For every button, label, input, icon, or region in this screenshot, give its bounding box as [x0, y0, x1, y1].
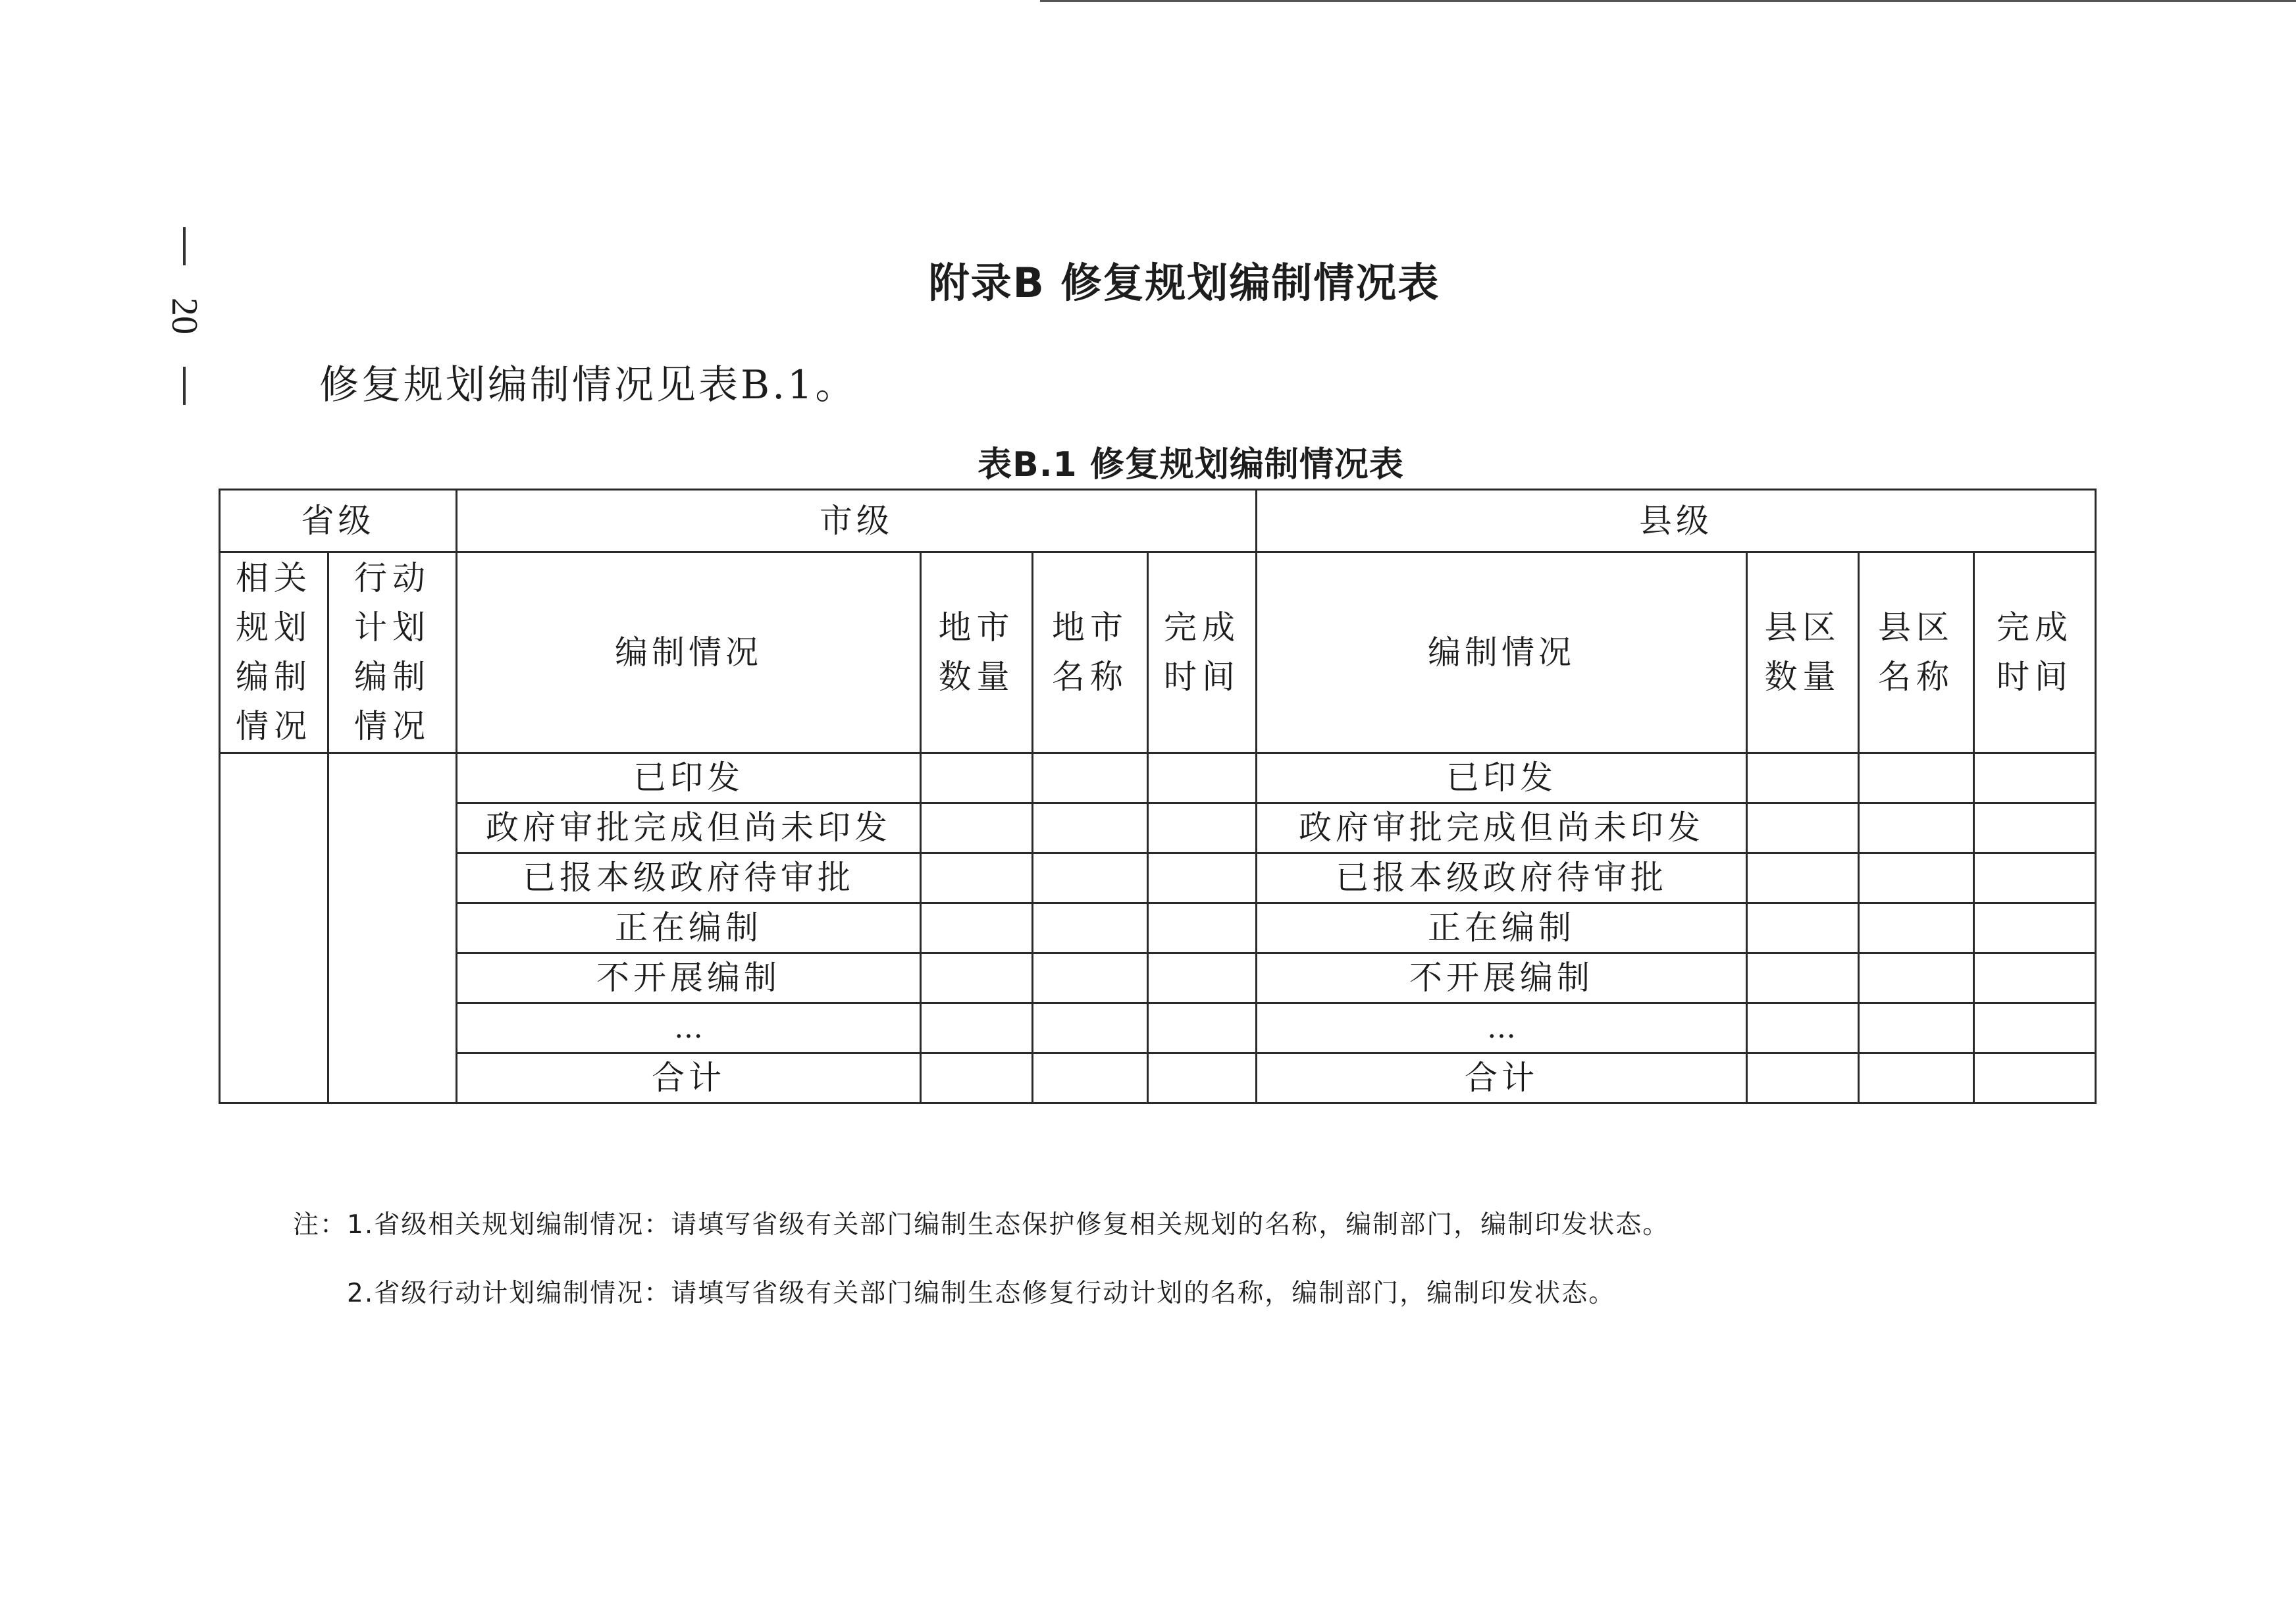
- county-name-cell[interactable]: [1859, 1003, 1974, 1053]
- group-header-province: 省级: [220, 490, 457, 552]
- county-status-cell: 正在编制: [1257, 903, 1747, 953]
- col-county-count: 县区 数量: [1747, 552, 1859, 753]
- city-status-cell: 不开展编制: [457, 953, 921, 1003]
- city-status-cell: 已报本级政府待审批: [457, 853, 921, 903]
- county-name-cell[interactable]: [1859, 753, 1974, 803]
- table-row: [220, 903, 2096, 953]
- note-2: 2.省级行动计划编制情况：请填写省级有关部门编制生态修复行动计划的名称，编制部门，编制印发状态。: [347, 1279, 1616, 1308]
- county-status-cell: 不开展编制: [1257, 953, 1747, 1003]
- col-city-count: 地市 数量: [921, 552, 1033, 753]
- city-count-cell[interactable]: [921, 953, 1033, 1003]
- city-status-cell: 已印发: [457, 753, 921, 803]
- county-name-cell[interactable]: [1859, 803, 1974, 853]
- city-name-cell[interactable]: [1033, 753, 1148, 803]
- table-row: [220, 803, 2096, 853]
- group-header-city: 市级: [457, 490, 1257, 552]
- county-name-cell[interactable]: [1859, 903, 1974, 953]
- note-1: 注：1.省级相关规划编制情况：请填写省级有关部门编制生态保护修复相关规划的名称，编制部门，编制印发状态。: [293, 1210, 1670, 1240]
- table-row: [220, 753, 2096, 803]
- city-count-cell[interactable]: [921, 1053, 1033, 1103]
- county-count-cell[interactable]: [1747, 803, 1859, 853]
- county-name-cell[interactable]: [1859, 1053, 1974, 1103]
- city-status-cell: 正在编制: [457, 903, 921, 953]
- table-row: [220, 853, 2096, 903]
- county-time-cell[interactable]: [1974, 1003, 2096, 1053]
- city-status-cell: …: [457, 1003, 921, 1053]
- city-status-cell: 政府审批完成但尚未印发: [457, 803, 921, 853]
- table-row: [220, 1003, 2096, 1053]
- col-county-name: 县区 名称: [1859, 552, 1974, 753]
- county-status-cell: 已印发: [1257, 753, 1747, 803]
- county-time-cell[interactable]: [1974, 803, 2096, 853]
- city-name-cell[interactable]: [1033, 903, 1148, 953]
- group-header-county: 县级: [1257, 490, 2096, 552]
- city-time-cell[interactable]: [1148, 803, 1257, 853]
- col-province-action-plan: 行动 计划 编制 情况: [328, 552, 457, 753]
- city-time-cell[interactable]: [1148, 753, 1257, 803]
- city-total-cell: 合计: [457, 1053, 921, 1103]
- intro-paragraph: 修复规划编制情况见表B.1。: [319, 362, 858, 408]
- city-time-cell[interactable]: [1148, 903, 1257, 953]
- city-count-cell[interactable]: [921, 753, 1033, 803]
- province-related-plan-cell[interactable]: [220, 753, 328, 1103]
- county-count-cell[interactable]: [1747, 853, 1859, 903]
- page-number-dash-bottom: [183, 367, 186, 405]
- plan-status-table: [219, 489, 2097, 1104]
- county-count-cell[interactable]: [1747, 903, 1859, 953]
- county-time-cell[interactable]: [1974, 753, 2096, 803]
- county-status-cell: 政府审批完成但尚未印发: [1257, 803, 1747, 853]
- county-status-cell: 已报本级政府待审批: [1257, 853, 1747, 903]
- city-name-cell[interactable]: [1033, 1053, 1148, 1103]
- column-header-row: [220, 552, 2096, 753]
- county-time-cell[interactable]: [1974, 1053, 2096, 1103]
- county-status-cell: …: [1257, 1003, 1747, 1053]
- col-province-related-plan: 相关 规划 编制 情况: [220, 552, 328, 753]
- city-name-cell[interactable]: [1033, 953, 1148, 1003]
- table-row: [220, 1053, 2096, 1103]
- city-count-cell[interactable]: [921, 803, 1033, 853]
- county-count-cell[interactable]: [1747, 753, 1859, 803]
- city-count-cell[interactable]: [921, 903, 1033, 953]
- city-time-cell[interactable]: [1148, 953, 1257, 1003]
- city-count-cell[interactable]: [921, 853, 1033, 903]
- city-name-cell[interactable]: [1033, 1003, 1148, 1053]
- group-header-row: [220, 490, 2096, 552]
- city-name-cell[interactable]: [1033, 803, 1148, 853]
- col-city-time: 完成 时间: [1148, 552, 1257, 753]
- county-count-cell[interactable]: [1747, 953, 1859, 1003]
- county-time-cell[interactable]: [1974, 903, 2096, 953]
- city-name-cell[interactable]: [1033, 853, 1148, 903]
- city-time-cell[interactable]: [1148, 1003, 1257, 1053]
- table-caption: 表B.1 修复规划编制情况表: [978, 445, 1404, 485]
- page-number: 20: [164, 298, 205, 334]
- city-time-cell[interactable]: [1148, 1053, 1257, 1103]
- scan-edge-line: [1040, 0, 2296, 2]
- col-county-time: 完成 时间: [1974, 552, 2096, 753]
- county-name-cell[interactable]: [1859, 853, 1974, 903]
- city-count-cell[interactable]: [921, 1003, 1033, 1053]
- county-name-cell[interactable]: [1859, 953, 1974, 1003]
- city-time-cell[interactable]: [1148, 853, 1257, 903]
- county-count-cell[interactable]: [1747, 1053, 1859, 1103]
- col-county-status: 编制情况: [1257, 552, 1747, 753]
- table-row: [220, 953, 2096, 1003]
- county-time-cell[interactable]: [1974, 853, 2096, 903]
- province-action-plan-cell[interactable]: [328, 753, 457, 1103]
- county-time-cell[interactable]: [1974, 953, 2096, 1003]
- col-city-status: 编制情况: [457, 552, 921, 753]
- county-count-cell[interactable]: [1747, 1003, 1859, 1053]
- county-total-cell: 合计: [1257, 1053, 1747, 1103]
- col-city-name: 地市 名称: [1033, 552, 1148, 753]
- appendix-title: 附录B 修复规划编制情况表: [928, 259, 1440, 307]
